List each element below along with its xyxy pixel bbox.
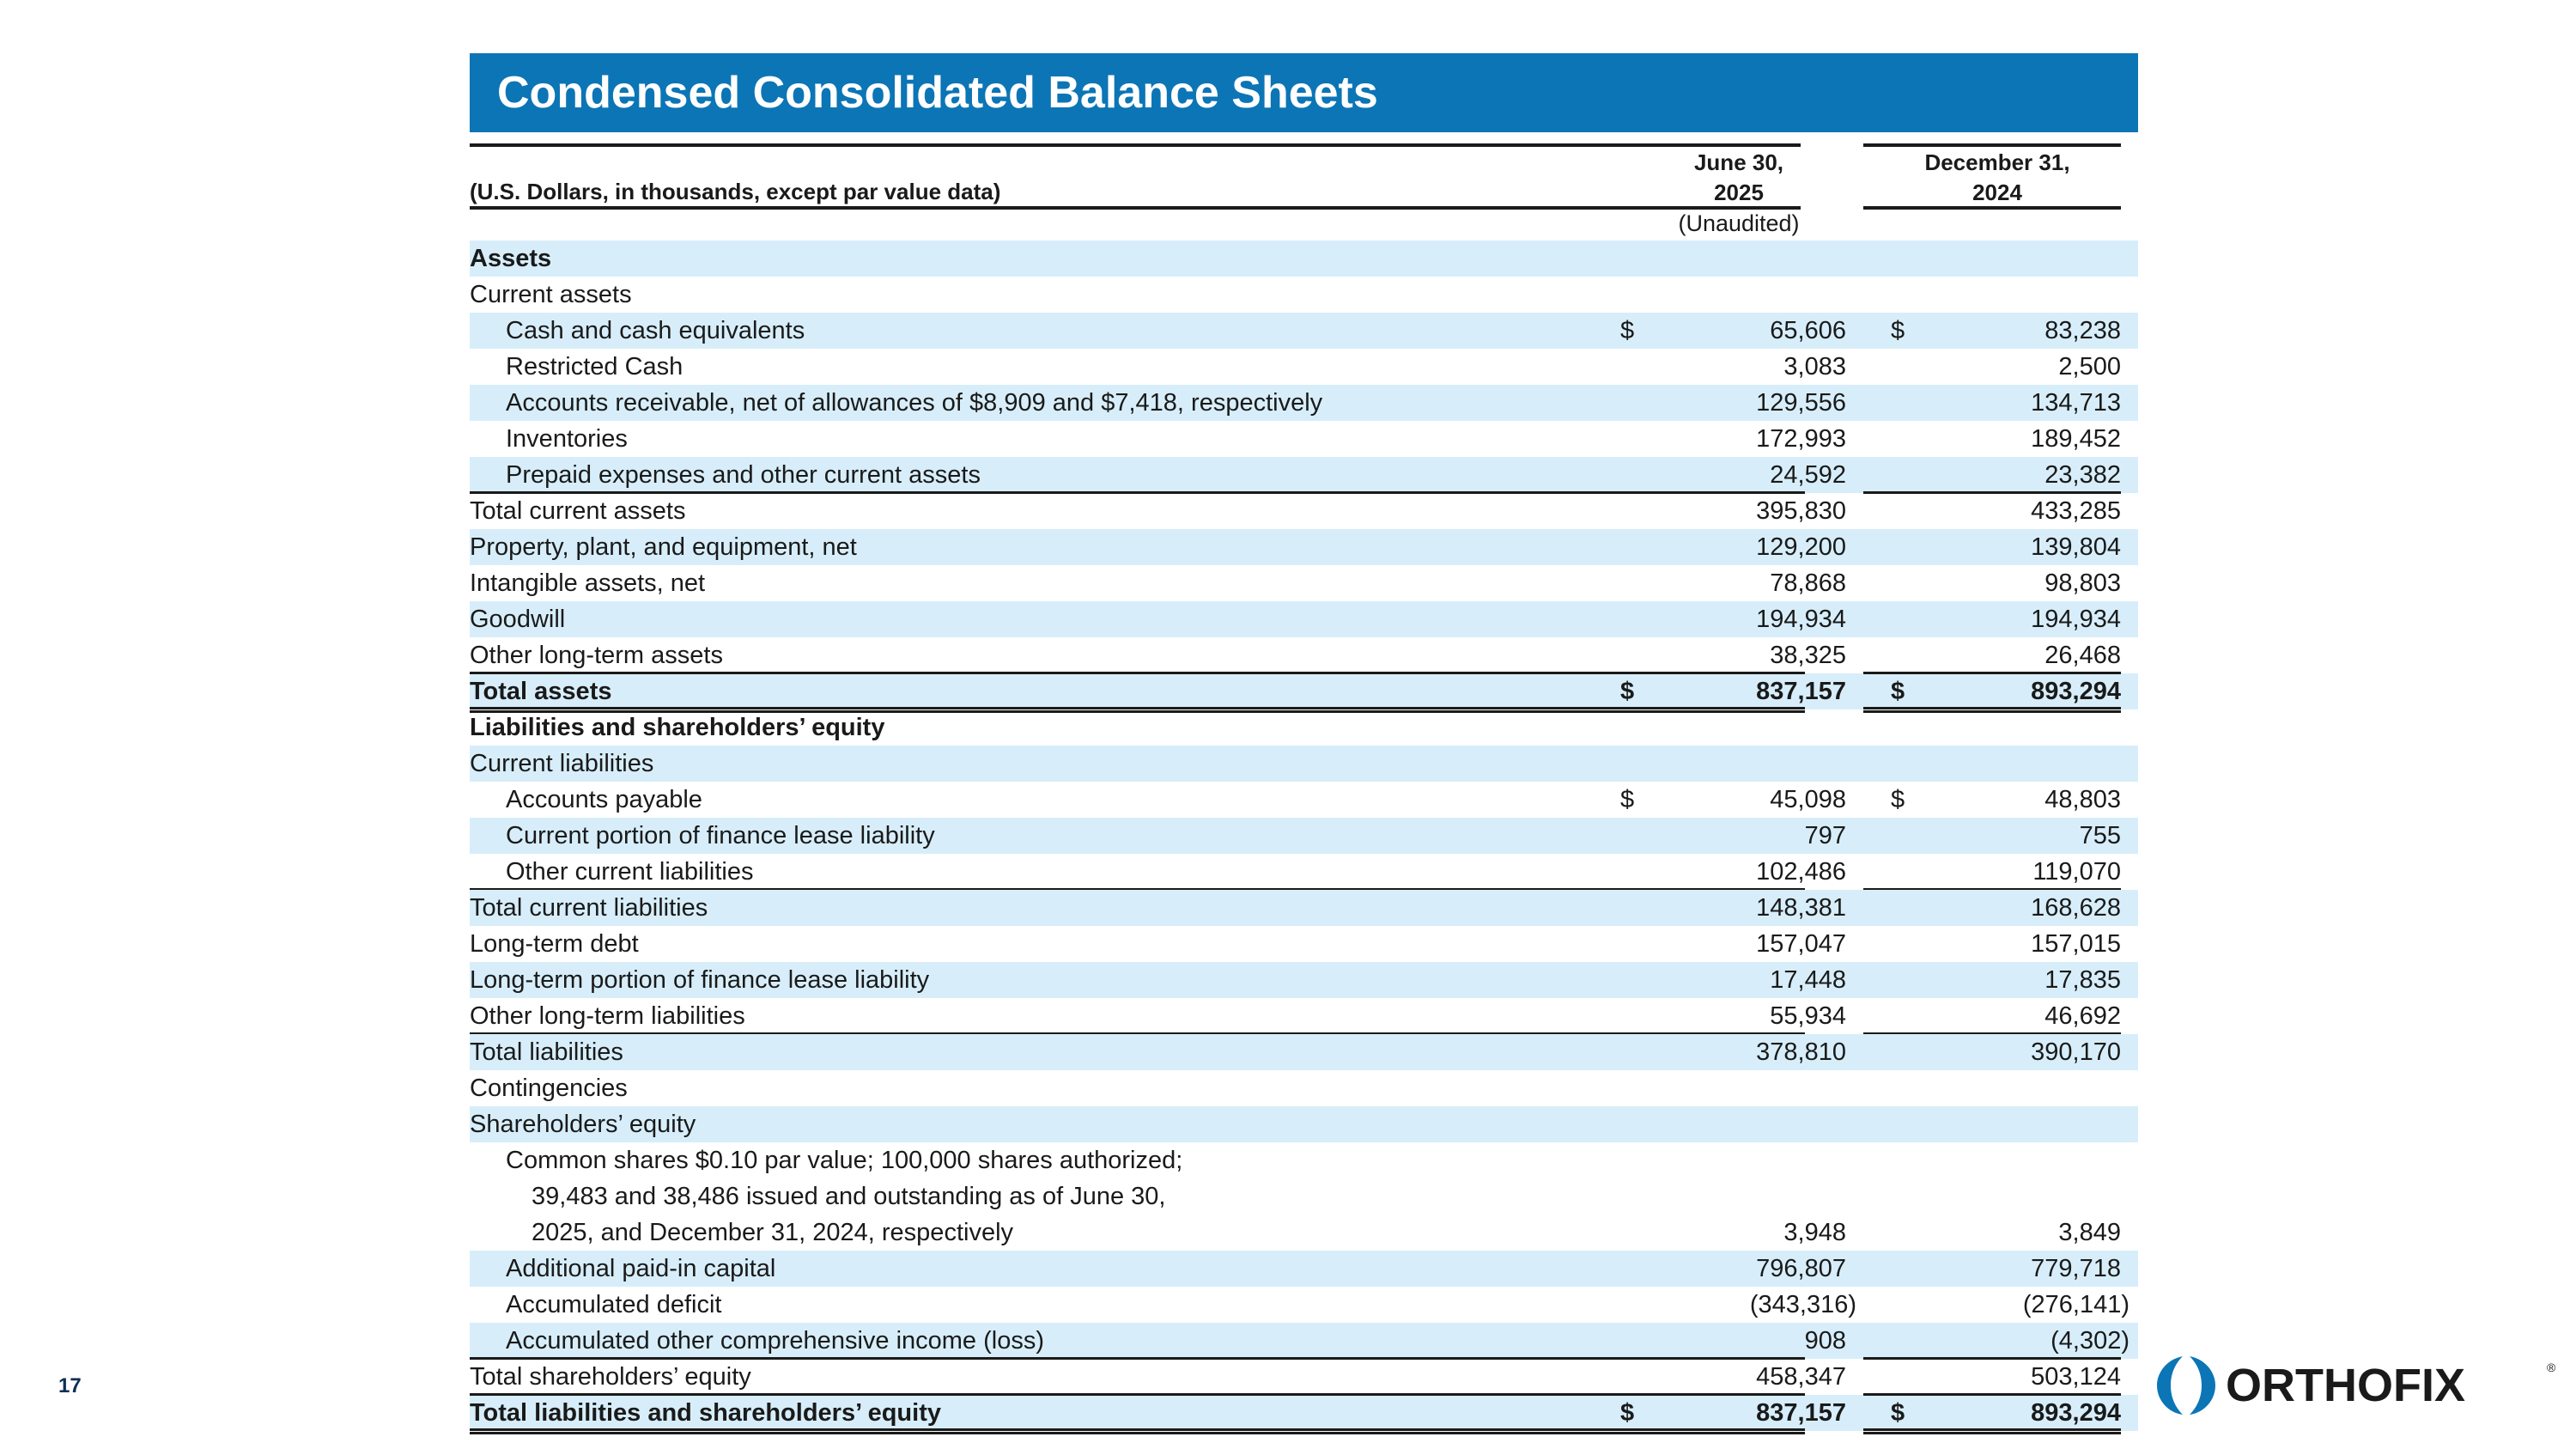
row-label-line: 39,483 and 38,486 issued and outstanding as of June 30,	[532, 1183, 1166, 1210]
value-june-2025: 458,347	[1756, 1363, 1846, 1391]
value-dec-2024: 17,835	[2044, 966, 2121, 994]
slide-title: Condensed Consolidated Balance Sheets	[470, 53, 2138, 132]
table-row	[470, 349, 2138, 385]
value-june-2025: 157,047	[1756, 930, 1846, 958]
table-row	[470, 493, 2138, 529]
value-dec-2024: 139,804	[2031, 533, 2121, 561]
row-label: Total liabilities	[470, 1038, 623, 1066]
row-label: Current assets	[470, 281, 632, 308]
row-label-line: Common shares $0.10 par value; 100,000 shares authorized;	[506, 1147, 1183, 1174]
value-dec-2024: 390,170	[2031, 1038, 2121, 1066]
value-dec-2024: 134,713	[2031, 389, 2121, 417]
table-row	[470, 926, 2138, 962]
unaudited-note: (Unaudited)	[1678, 210, 1800, 236]
value-june-2025: 194,934	[1756, 606, 1846, 633]
value-dec-2024: 48,803	[2044, 786, 2121, 813]
header-top-rule	[470, 143, 1801, 147]
row-label: Property, plant, and equipment, net	[470, 533, 857, 561]
currency-symbol-jun: $	[1620, 317, 1635, 344]
value-june-2025: 78,868	[1770, 569, 1846, 597]
row-label: Total liabilities and shareholders’ equity	[470, 1399, 941, 1427]
value-june-2025: 3,948	[1783, 1219, 1846, 1246]
table-row	[470, 746, 2138, 782]
row-label: Shareholders’ equity	[470, 1111, 696, 1138]
value-june-2025: 172,993	[1756, 425, 1846, 453]
value-dec-2024: 779,718	[2031, 1255, 2121, 1282]
row-label: Accumulated deficit	[506, 1291, 722, 1318]
value-june-2025: 796,807	[1756, 1255, 1846, 1282]
row-label: Accumulated other comprehensive income (loss)	[506, 1327, 1044, 1355]
value-june-2025: 38,325	[1770, 642, 1846, 669]
table-row	[470, 709, 2138, 746]
registered-mark-icon: ®	[2547, 1361, 2556, 1374]
table-row	[470, 529, 2138, 565]
table-row	[470, 998, 2138, 1034]
header-top-rule-col2	[1863, 143, 2121, 147]
balance-sheet-table	[470, 240, 2138, 1431]
value-dec-2024: 755	[2079, 822, 2121, 849]
row-label: Liabilities and shareholders’ equity	[470, 714, 885, 741]
table-row	[470, 1251, 2138, 1287]
value-june-2025: 3,083	[1783, 353, 1846, 381]
row-label: Long-term portion of finance lease liability	[470, 966, 930, 994]
row-label: Goodwill	[470, 606, 566, 633]
value-june-2025: 55,934	[1770, 1002, 1846, 1030]
page-number: 17	[58, 1374, 82, 1397]
col-header-dec-line1: December 31,	[1924, 149, 2070, 175]
table-row	[470, 565, 2138, 601]
value-dec-2024: 23,382	[2044, 461, 2121, 489]
table-row	[470, 854, 2138, 890]
table-row	[470, 277, 2138, 313]
table-row	[470, 457, 2138, 493]
col-header-june-line1: June 30,	[1693, 149, 1784, 175]
table-row	[470, 1034, 2138, 1070]
row-label: Other current liabilities	[506, 858, 754, 886]
value-june-2025: 837,157	[1756, 678, 1846, 705]
table-row	[470, 1070, 2138, 1106]
value-dec-2024: 119,070	[2032, 858, 2121, 886]
value-dec-2024: 26,468	[2044, 642, 2121, 669]
row-label: Contingencies	[470, 1075, 628, 1102]
value-dec-2024: 503,124	[2031, 1363, 2121, 1391]
units-label: (U.S. Dollars, in thousands, except par value data)	[470, 179, 1001, 204]
currency-symbol-jun: $	[1620, 678, 1635, 705]
value-dec-2024: 46,692	[2044, 1002, 2121, 1030]
value-dec-2024: (276,141)	[2022, 1291, 2129, 1318]
value-dec-2024: 433,285	[2031, 497, 2121, 525]
table-row	[470, 1142, 2138, 1251]
value-june-2025: 378,810	[1756, 1038, 1846, 1066]
value-june-2025: 102,486	[1756, 858, 1846, 886]
value-june-2025: 17,448	[1770, 966, 1846, 994]
header-bottom-rule-col2	[1863, 206, 2121, 210]
col-header-dec-line2: 2024	[1972, 180, 2022, 205]
table-row	[470, 240, 2138, 277]
row-label: Inventories	[506, 425, 628, 453]
row-label: Prepaid expenses and other current assets	[506, 461, 981, 489]
table-row	[470, 1395, 2138, 1431]
table-row	[470, 782, 2138, 818]
table-row	[470, 601, 2138, 637]
value-dec-2024: 98,803	[2044, 569, 2121, 597]
value-dec-2024: 893,294	[2031, 1399, 2121, 1427]
table-row	[470, 673, 2138, 709]
value-dec-2024: 2,500	[2058, 353, 2121, 381]
table-row	[470, 1359, 2138, 1395]
row-label: Current liabilities	[470, 750, 654, 777]
value-june-2025: 24,592	[1770, 461, 1846, 489]
value-dec-2024: 893,294	[2031, 678, 2121, 705]
currency-symbol-jun: $	[1620, 786, 1635, 813]
total-top-rule	[470, 672, 1805, 674]
row-label: Accounts payable	[506, 786, 702, 813]
row-label: Other long-term liabilities	[470, 1002, 745, 1030]
logo-wordmark: ORTHOFIX	[2226, 1360, 2465, 1411]
value-june-2025: 837,157	[1756, 1399, 1846, 1427]
col-header-june-line2: 2025	[1714, 180, 1764, 205]
row-label: Intangible assets, net	[470, 569, 706, 597]
value-dec-2024: 168,628	[2031, 894, 2121, 922]
value-june-2025: 395,830	[1756, 497, 1846, 525]
table-row	[470, 890, 2138, 926]
table-row	[470, 1287, 2138, 1323]
orthofix-logo	[2154, 1353, 2557, 1417]
total-double-rule-col2	[1863, 1428, 2121, 1434]
row-label: Total assets	[470, 678, 612, 705]
row-label: Assets	[470, 245, 552, 272]
value-june-2025: 129,200	[1756, 533, 1846, 561]
row-label: Cash and cash equivalents	[506, 317, 805, 344]
total-top-rule-col2	[1863, 672, 2121, 674]
value-dec-2024: 194,934	[2031, 606, 2121, 633]
table-row	[470, 421, 2138, 457]
row-label: Total shareholders’ equity	[470, 1363, 751, 1391]
value-june-2025: (343,316)	[1749, 1291, 1856, 1318]
currency-symbol-dec: $	[1891, 1399, 1905, 1427]
currency-symbol-jun: $	[1620, 1399, 1635, 1427]
col-header-dec-2024	[1868, 148, 2127, 208]
table-row	[470, 962, 2138, 998]
table-row	[470, 313, 2138, 349]
value-june-2025: 65,606	[1770, 317, 1846, 344]
row-label: Total current liabilities	[470, 894, 708, 922]
row-label: Long-term debt	[470, 930, 639, 958]
value-june-2025: 148,381	[1756, 894, 1846, 922]
value-dec-2024: 3,849	[2058, 1219, 2121, 1246]
value-june-2025: 45,098	[1770, 786, 1846, 813]
table-row	[470, 1106, 2138, 1142]
value-june-2025: 797	[1804, 822, 1846, 849]
row-label: Accounts receivable, net of allowances of $8,909 and $7,418, respectively	[506, 389, 1323, 417]
table-row	[470, 637, 2138, 673]
header-bottom-rule	[470, 206, 1801, 210]
currency-symbol-dec: $	[1891, 317, 1905, 344]
total-top-rule	[470, 1393, 1805, 1396]
value-june-2025: 129,556	[1756, 389, 1846, 417]
row-label: Total current assets	[470, 497, 686, 525]
table-row	[470, 1323, 2138, 1359]
value-dec-2024: 189,452	[2031, 425, 2121, 453]
value-dec-2024: 157,015	[2031, 930, 2121, 958]
currency-symbol-dec: $	[1891, 678, 1905, 705]
total-double-rule	[470, 1428, 1805, 1434]
col-header-june-2025	[1631, 148, 1846, 208]
total-top-rule-col2	[1863, 1393, 2121, 1396]
value-dec-2024: 83,238	[2044, 317, 2121, 344]
currency-symbol-dec: $	[1891, 786, 1905, 813]
row-label: Restricted Cash	[506, 353, 683, 381]
table-row	[470, 385, 2138, 421]
row-label: Other long-term assets	[470, 642, 723, 669]
value-dec-2024: (4,302)	[2050, 1327, 2129, 1355]
value-june-2025: 908	[1804, 1327, 1846, 1355]
row-label-line: 2025, and December 31, 2024, respectively	[532, 1219, 1014, 1246]
logo-mark-icon	[2157, 1356, 2215, 1415]
row-label: Additional paid-in capital	[506, 1255, 776, 1282]
table-row	[470, 818, 2138, 854]
row-label: Current portion of finance lease liability	[506, 822, 935, 849]
